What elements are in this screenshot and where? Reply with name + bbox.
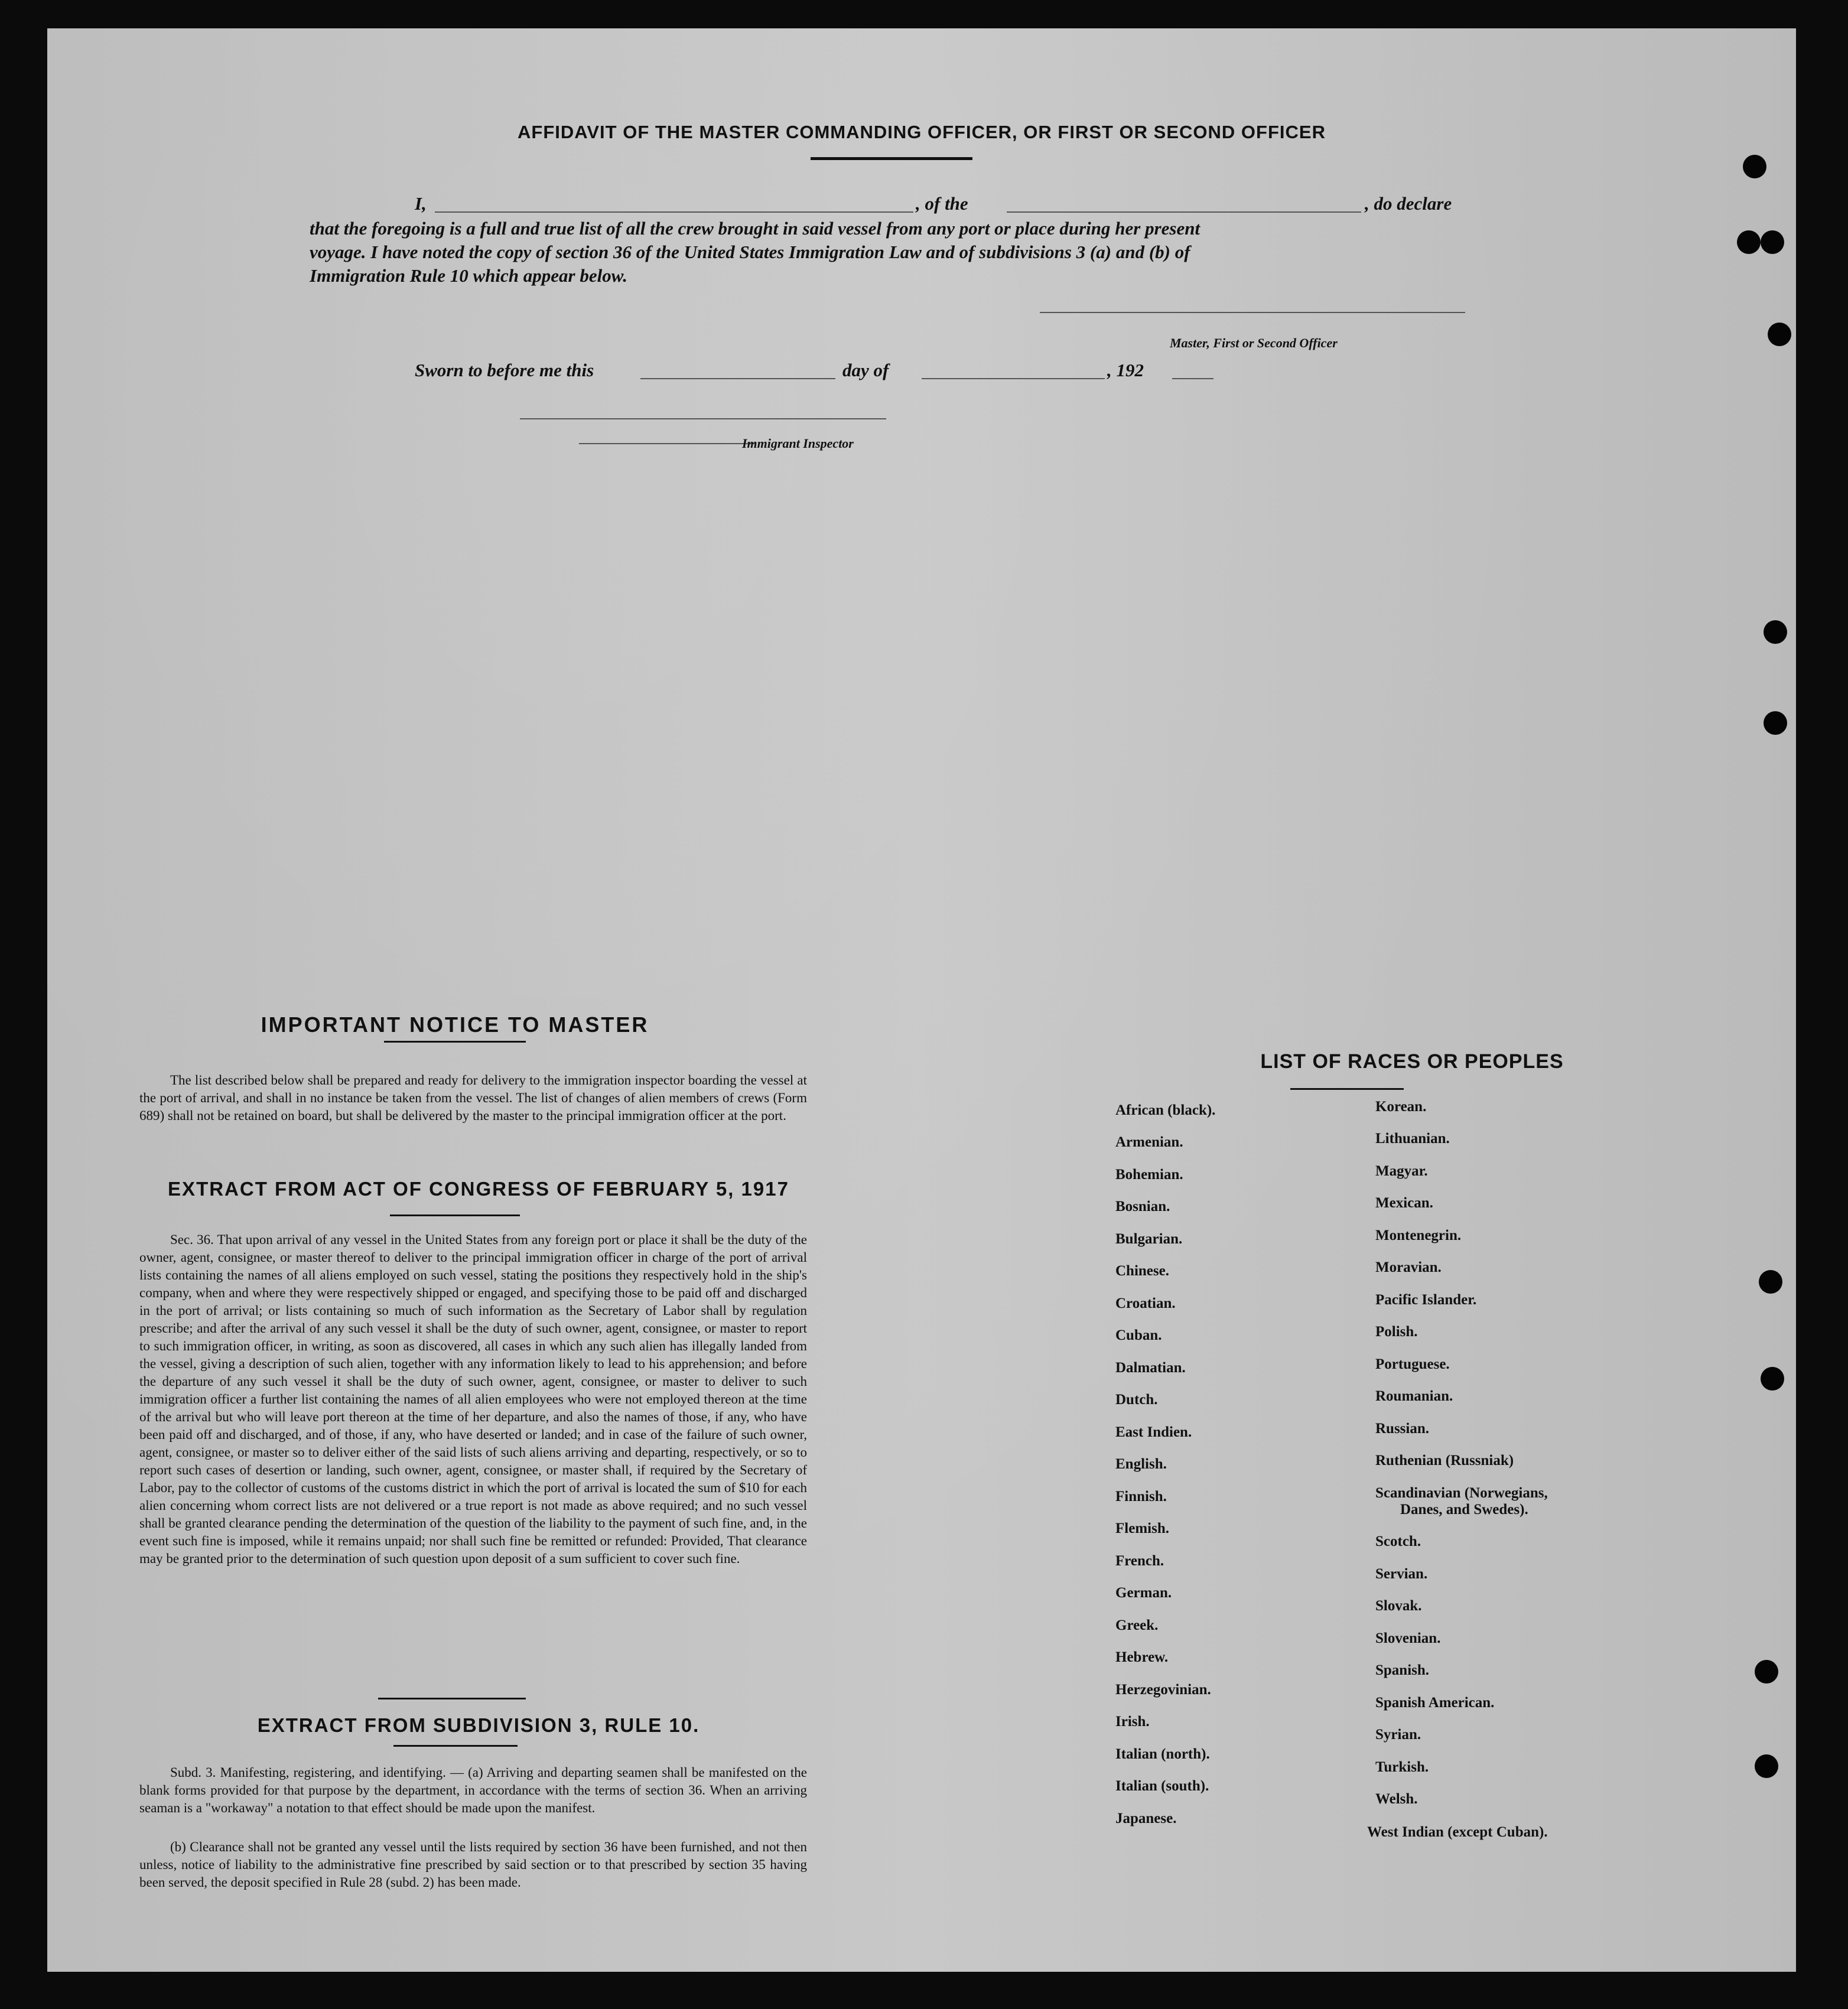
race-item: Welsh. bbox=[1375, 1791, 1418, 1807]
affidavit-title: AFFIDAVIT OF THE MASTER COMMANDING OFFICER, OR FIRST OR SECOND OFFICER bbox=[518, 122, 1326, 142]
inspector-name-line[interactable] bbox=[579, 443, 756, 444]
punch-hole bbox=[1755, 1660, 1778, 1684]
race-item: Cuban. bbox=[1115, 1327, 1162, 1343]
punch-hole bbox=[1755, 1754, 1778, 1778]
month-blank[interactable] bbox=[922, 378, 1105, 379]
race-item: Italian (north). bbox=[1115, 1746, 1210, 1762]
race-item: Chinese. bbox=[1115, 1263, 1169, 1279]
race-item: Italian (south). bbox=[1115, 1778, 1209, 1794]
race-item: Korean. bbox=[1375, 1099, 1427, 1115]
race-item: Hebrew. bbox=[1115, 1649, 1169, 1665]
act-extract-text: Sec. 36. That upon arrival of any vessel in the United States from any foreign port or place it shall be the duty of the owner, agent, consignee, or master thereof to deliver to the principal immigration officer in charge of the port of arrival lists containing the names of all aliens employed on such vessel, stating the positions they respectively hold in the ship's company, when and where they were respectively shipped or engaged, and specifying those to be paid off and discharged in the port of arrival; or lists containing so much of such information as the Secretary of Labor shall by regulation prescribe; and after the arrival of any such vessel it shall be the duty of such owner, agent, consignee, or master to report to such immigration officer, in writing, as soon as discovered, all cases in which any such alien has illegally landed from the vessel, giving a description of such alien, together with any information likely to lead to his apprehension; and before the departure of any such vessel it shall be the duty of such owner, agent, consignee, or master to deliver to such immigration officer a further list containing the names of all alien employees who were not employed thereon at the time of the arrival but who will leave port thereon at the time of her departure, and also the names of those, if any, who have been paid off and discharged, and of those, if any, who have deserted or landed; and in case of the failure of such owner, agent, consignee, or master so to deliver either of the said lists of such aliens arriving and departing, respectively, or so to report such cases of desertion or landing, such owner, agent, consignee, or master shall, if required by the Secretary of Labor, pay to the collector of customs of the customs district in which the port of arrival is located the sum of $10 for each alien concerning whom correct lists are not delivered or a true report is not made as above required; and no such vessel shall be granted clearance pending the determination of the question of the liability to the payment of such fine, and, in the event such fine is imposed, while it remains unpaid; nor shall such fine be remitted or refunded: Provided, That clearance may be granted prior to the determination of such question upon deposit of a sum sufficient to cover such fine. bbox=[139, 1232, 807, 1566]
race-item: Slovak. bbox=[1375, 1598, 1422, 1614]
affidavit-line-1 bbox=[310, 191, 1479, 216]
race-item: Ruthenian (Russniak) bbox=[1375, 1453, 1514, 1469]
race-item: Herzegovinian. bbox=[1115, 1682, 1211, 1698]
race-item: Danes, and Swedes). bbox=[1400, 1502, 1528, 1518]
punch-hole bbox=[1737, 230, 1761, 254]
race-item: Magyar. bbox=[1375, 1163, 1428, 1179]
punch-hole bbox=[1759, 1270, 1782, 1294]
sworn-prefix: Sworn to before me this bbox=[415, 360, 594, 380]
year-blank[interactable] bbox=[1172, 378, 1213, 379]
race-item: Scandinavian (Norwegians, bbox=[1375, 1485, 1548, 1501]
race-item: Japanese. bbox=[1115, 1811, 1177, 1826]
race-item: English. bbox=[1115, 1456, 1167, 1472]
rule-extract-underline bbox=[393, 1745, 518, 1747]
race-item: Moravian. bbox=[1375, 1259, 1442, 1275]
punch-hole bbox=[1761, 230, 1784, 254]
affidavit-line-3: voyage. I have noted the copy of section 36 of the United States Immigration Law and of subdivisions 3 (a) and (b) of bbox=[310, 242, 1190, 262]
race-item: Servian. bbox=[1375, 1566, 1428, 1582]
act-extract-underline bbox=[390, 1214, 520, 1216]
punch-hole bbox=[1764, 711, 1787, 735]
race-item: Greek. bbox=[1115, 1617, 1159, 1633]
race-item: Dalmatian. bbox=[1115, 1360, 1186, 1376]
race-item: Bulgarian. bbox=[1115, 1231, 1183, 1247]
race-item: Bohemian. bbox=[1115, 1167, 1183, 1183]
race-item: Spanish. bbox=[1375, 1662, 1430, 1678]
title-underline bbox=[811, 157, 972, 160]
act-extract-title: EXTRACT FROM ACT OF CONGRESS OF FEBRUARY 5, 1917 bbox=[168, 1178, 789, 1200]
notice-text: The list described below shall be prepared and ready for delivery to the immigration inspector boarding the vessel at the port of arrival, and shall in no instance be taken from the vessel. The list of changes of alien members of crews (Form 689) shall not be retained on board, but shall be delivered by the master to the principal immigration officer at the port. bbox=[139, 1073, 807, 1123]
race-item: Portuguese. bbox=[1375, 1356, 1450, 1372]
rule-extract-para-a: Subd. 3. Manifesting, registering, and identifying. — (a) Arriving and departing seamen shall be manifested on the blank forms provided for that purpose by the department, in accordance with the terms of section 36. When an arriving seaman is a "workaway" a notation to that effect should be made upon the manifest. bbox=[139, 1765, 807, 1815]
form-page bbox=[47, 28, 1796, 1972]
race-item: West Indian (except Cuban). bbox=[1367, 1824, 1548, 1840]
race-item: Slovenian. bbox=[1375, 1630, 1441, 1646]
rule-extract-para-b: (b) Clearance shall not be granted any vessel until the lists required by section 36 have been furnished, and not then unless, notice of liability to the administrative fine prescribed by said section or to that prescribed by section 35 having been served, the deposit specified in Rule 28 (subd. 2) has been made. bbox=[139, 1839, 807, 1890]
race-item: East Indien. bbox=[1115, 1424, 1192, 1440]
race-item: Syrian. bbox=[1375, 1727, 1421, 1743]
race-item: Finnish. bbox=[1115, 1489, 1167, 1505]
race-item: Roumanian. bbox=[1375, 1388, 1453, 1404]
inspector-label: Immigrant Inspector bbox=[742, 436, 854, 451]
race-item: German. bbox=[1115, 1585, 1172, 1601]
affidavit-line-4: Immigration Rule 10 which appear below. bbox=[310, 265, 627, 286]
race-item: Dutch. bbox=[1115, 1392, 1158, 1408]
day-blank[interactable] bbox=[640, 378, 835, 379]
master-signature-line[interactable] bbox=[1040, 312, 1465, 313]
race-item: Pacific Islander. bbox=[1375, 1292, 1477, 1308]
race-item: Russian. bbox=[1375, 1421, 1430, 1437]
races-underline bbox=[1290, 1088, 1404, 1090]
notice-title: IMPORTANT NOTICE TO MASTER bbox=[261, 1012, 649, 1037]
race-item: Polish. bbox=[1375, 1324, 1418, 1340]
punch-hole bbox=[1768, 323, 1791, 346]
race-item: Lithuanian. bbox=[1375, 1131, 1450, 1147]
vessel-blank[interactable] bbox=[1007, 211, 1361, 213]
race-item: French. bbox=[1115, 1553, 1164, 1569]
race-item: African (black). bbox=[1115, 1102, 1216, 1118]
race-item: Turkish. bbox=[1375, 1759, 1429, 1775]
rule-extract-title: EXTRACT FROM SUBDIVISION 3, RULE 10. bbox=[257, 1714, 700, 1736]
affidavit-i: I, bbox=[415, 193, 427, 214]
inspector-signature-line[interactable] bbox=[520, 418, 886, 419]
master-label: Master, First or Second Officer bbox=[1170, 336, 1338, 350]
race-item: Montenegrin. bbox=[1375, 1227, 1462, 1243]
race-item: Croatian. bbox=[1115, 1295, 1176, 1311]
race-item: Flemish. bbox=[1115, 1520, 1169, 1536]
sworn-line bbox=[310, 358, 1479, 383]
punch-hole bbox=[1761, 1367, 1784, 1391]
sworn-year: , 192 bbox=[1107, 360, 1144, 380]
notice-underline bbox=[384, 1041, 526, 1043]
name-blank[interactable] bbox=[435, 211, 913, 213]
race-item: Irish. bbox=[1115, 1714, 1150, 1730]
races-title: LIST OF RACES OR PEOPLES bbox=[1260, 1050, 1564, 1073]
act-extract-end-rule bbox=[378, 1698, 526, 1699]
punch-hole bbox=[1764, 620, 1787, 644]
race-item: Armenian. bbox=[1115, 1134, 1183, 1150]
sworn-day-of: day of bbox=[842, 360, 889, 380]
affidavit-line-2: that the foregoing is a full and true list of all the crew brought in said vessel from any port or place during her present bbox=[310, 218, 1200, 239]
affidavit-do-declare: , do declare bbox=[1365, 193, 1452, 214]
race-item: Bosnian. bbox=[1115, 1199, 1170, 1214]
affidavit-of-the: , of the bbox=[916, 193, 968, 214]
race-item: Spanish American. bbox=[1375, 1695, 1495, 1711]
punch-hole bbox=[1743, 155, 1766, 178]
race-item: Scotch. bbox=[1375, 1533, 1421, 1549]
race-item: Mexican. bbox=[1375, 1195, 1433, 1211]
